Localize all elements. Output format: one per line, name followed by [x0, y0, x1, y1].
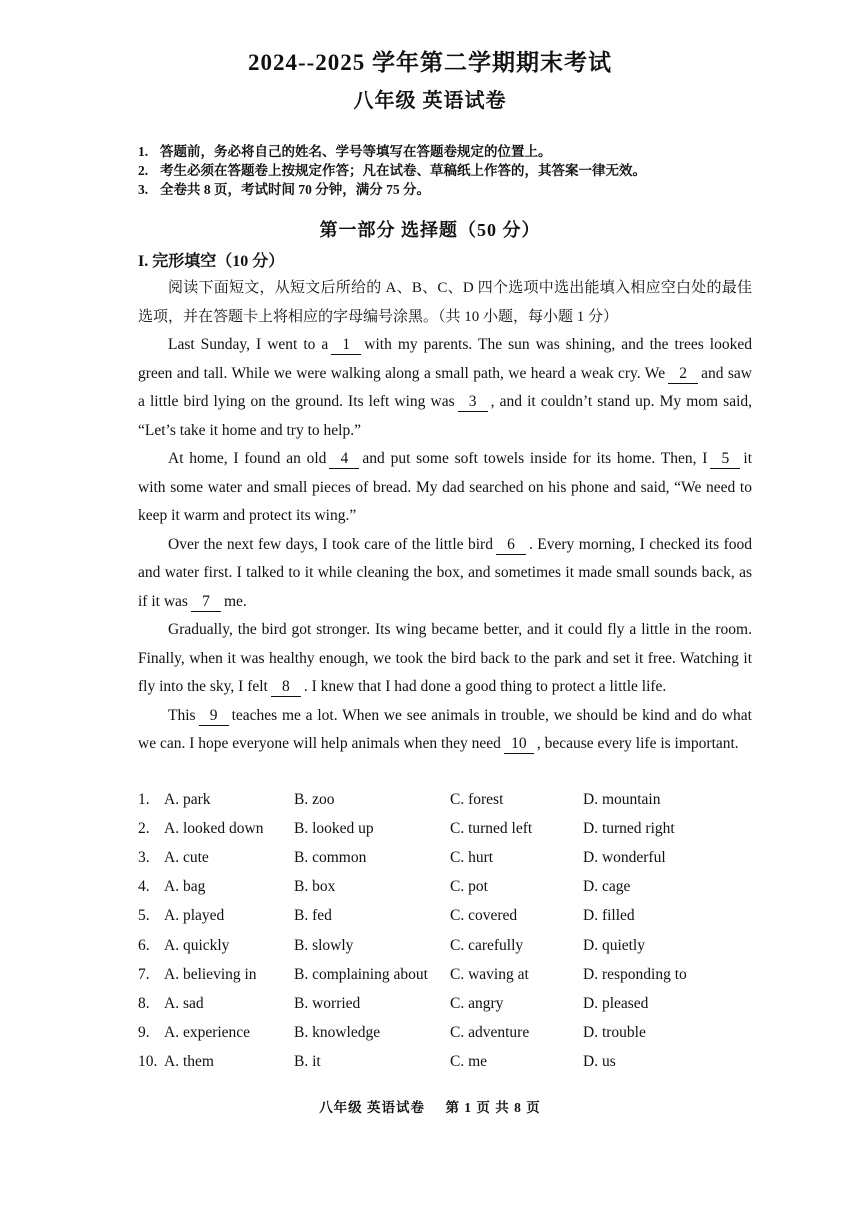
option-a: A. believing in: [164, 965, 257, 983]
option-c: C. waving at: [450, 965, 529, 983]
option-b: B. common: [294, 848, 367, 866]
option-c: C. angry: [450, 994, 504, 1012]
page-footer: [0, 1096, 860, 1116]
passage-text: Gradually, the bird got stronger. Its wing became better, and it could fly a little in the room. Finally, when it was healthy enough, we took the bird back to the park and set it free. Watching it fly into the sky, I felt: [138, 621, 752, 695]
option-c: C. me: [450, 1053, 488, 1071]
blank-3: 3: [458, 393, 488, 412]
option-a: A. park: [164, 790, 211, 808]
option-row: [138, 931, 778, 960]
blank-1: 1: [331, 336, 361, 355]
option-b: B. it: [294, 1053, 321, 1071]
passage-text: teaches me a lot. When we see animals in trouble, we should be kind and do what we can. I hope everyone will help animals when they need: [138, 706, 752, 752]
passage-text: it with some water and small pieces of bread. My dad searched on his phone and said, “We need to keep it warm and protect its wing.”: [138, 450, 753, 524]
option-number: 2.: [138, 819, 150, 837]
option-d: D. cage: [583, 878, 631, 896]
option-row: [138, 1019, 778, 1048]
option-d: D. trouble: [583, 1024, 646, 1042]
instruction-item: [138, 142, 838, 161]
cloze-passage: [138, 274, 752, 759]
option-b: B. worried: [294, 994, 361, 1012]
option-b: B. looked up: [294, 819, 374, 837]
section-directions: 阅读下面短文，从短文后所给的 A、B、C、D 四个选项中选出能填入相应空白处的最佳选项，并在答题卡上将相应的字母编号涂黑。（共 10 小题，每小题 1 分）: [138, 280, 752, 325]
section-title: I. 完形填空（10 分）: [138, 253, 285, 270]
passage-text: , because every life is important.: [536, 735, 739, 752]
option-number: 7.: [138, 965, 150, 983]
option-c: C. carefully: [450, 936, 524, 954]
blank-7: 7: [191, 593, 221, 612]
instruction-item: [138, 161, 838, 180]
passage-text: . I knew that I had done a good thing to protect a little life.: [303, 678, 667, 695]
passage-text: Over the next few days, I took care of the little bird: [168, 535, 493, 553]
option-c: C. forest: [450, 790, 504, 808]
passage-text: At home, I found an old: [168, 450, 327, 467]
option-a: A. bag: [164, 878, 206, 896]
option-row: [138, 873, 778, 902]
option-c: C. adventure: [450, 1024, 530, 1042]
option-d: D. quietly: [583, 936, 645, 954]
exam-title: 2024--2025 学年第二学期期末考试: [247, 50, 613, 75]
instruction-number: 1.: [138, 144, 149, 159]
blank-9: 9: [199, 707, 229, 726]
option-d: D. turned right: [583, 819, 675, 837]
option-number: 6.: [138, 936, 150, 954]
blank-4: 4: [329, 450, 359, 469]
option-row: [138, 785, 778, 814]
passage-text: me.: [223, 592, 247, 610]
option-number: 3.: [138, 848, 150, 866]
footer-exam-name: 八年级 英语试卷: [319, 1100, 426, 1115]
option-number: 10.: [138, 1053, 158, 1071]
blank-5: 5: [710, 450, 740, 469]
option-row: [138, 960, 778, 989]
option-b: B. fed: [294, 907, 332, 925]
exam-subtitle: 八年级 英语试卷: [353, 90, 507, 112]
option-a: A. played: [164, 907, 225, 925]
option-a: A. experience: [164, 1024, 251, 1042]
option-c: C. turned left: [450, 819, 533, 837]
passage-text: and put some soft towels inside for its home. Then, I: [362, 450, 708, 467]
option-row: [138, 989, 778, 1018]
passage-text: This: [168, 706, 196, 724]
option-d: D. pleased: [583, 994, 649, 1012]
option-d: D. us: [583, 1053, 616, 1071]
passage-text: . Every morning, I checked its food and water first. I talked to it while cleaning the box, and sometimes it made small sounds back, as if it was: [138, 535, 752, 610]
option-row: [138, 814, 778, 843]
option-number: 5.: [138, 907, 150, 925]
option-row: [138, 843, 778, 872]
passage-text: , and it couldn’t stand up. My mom said, “Let’s take it home and try to help.”: [138, 393, 753, 439]
option-b: B. zoo: [294, 790, 335, 808]
passage-paragraph: [138, 445, 752, 531]
option-number: 1.: [138, 790, 150, 808]
instructions-list: [138, 142, 838, 199]
option-row: [138, 1048, 778, 1077]
option-number: 8.: [138, 994, 150, 1012]
option-c: C. pot: [450, 878, 488, 896]
option-d: D. responding to: [583, 965, 687, 983]
option-a: A. cute: [164, 848, 209, 866]
passage-paragraph: [138, 531, 752, 617]
option-b: B. complaining about: [294, 965, 428, 983]
option-number: 9.: [138, 1024, 150, 1042]
option-a: A. quickly: [164, 936, 230, 954]
instruction-text: 答题前，务必将自己的姓名、学号等填写在答题卷规定的位置上。: [160, 144, 552, 159]
blank-10: 10: [504, 735, 534, 754]
option-d: D. mountain: [583, 790, 661, 808]
option-c: C. hurt: [450, 848, 494, 866]
option-b: B. slowly: [294, 936, 354, 954]
option-d: D. filled: [583, 907, 635, 925]
passage-paragraph: [138, 616, 752, 702]
option-d: D. wonderful: [583, 848, 666, 866]
blank-8: 8: [271, 678, 301, 697]
option-b: B. knowledge: [294, 1024, 381, 1042]
answer-options: [138, 785, 778, 1077]
part-title: 第一部分 选择题（50 分）: [319, 220, 541, 240]
instruction-item: [138, 180, 838, 199]
option-a: A. sad: [164, 994, 204, 1012]
passage-text: with my parents. The sun was shining, and the trees looked green and tall. While we were walking along a small path, we heard a weak cry. We: [138, 336, 752, 382]
option-a: A. looked down: [164, 819, 264, 837]
blank-2: 2: [668, 365, 698, 384]
passage-paragraph: [138, 702, 752, 759]
option-c: C. covered: [450, 907, 518, 925]
instruction-number: 2.: [138, 163, 149, 178]
passage-paragraph: [138, 331, 752, 445]
option-b: B. box: [294, 878, 336, 896]
passage-text: and saw a little bird lying on the ground. Its left wing was: [138, 364, 752, 410]
option-number: 4.: [138, 878, 150, 896]
option-a: A. them: [164, 1053, 214, 1071]
instruction-number: 3.: [138, 182, 149, 197]
footer-page-number: 第 1 页 共 8 页: [445, 1100, 541, 1115]
instruction-text: 全卷共 8 页，考试时间 70 分钟，满分 75 分。: [160, 182, 430, 197]
blank-6: 6: [496, 536, 526, 555]
option-row: [138, 902, 778, 931]
passage-text: Last Sunday, I went to a: [168, 336, 329, 353]
instruction-text: 考生必须在答题卷上按规定作答；凡在试卷、草稿纸上作答的，其答案一律无效。: [160, 163, 646, 178]
